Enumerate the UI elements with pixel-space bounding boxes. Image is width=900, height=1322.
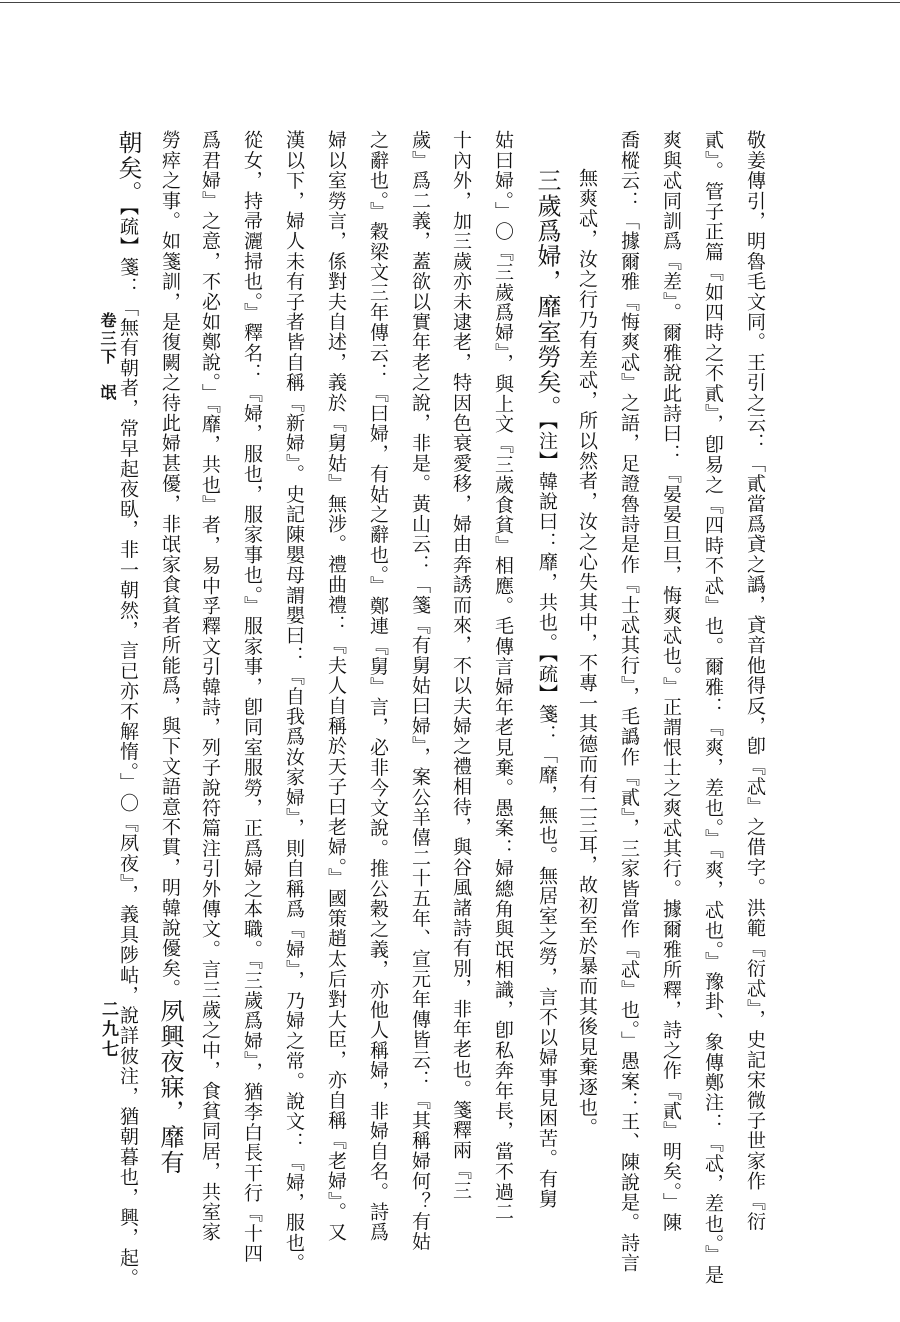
running-head <box>96 312 119 402</box>
page-number: 二九七 <box>98 1000 118 1060</box>
text-column: 歲』爲二義，蓋欲以實年老之說，非是。黃山云：「箋『有舅姑曰婦』，案公羊僖二十五年、宣元年傳皆云：『其稱婦何？有姑 <box>409 130 431 1252</box>
verse-line: 朝矣。 <box>114 130 142 206</box>
text-column: 之辭也。』穀梁文三年傳云：『曰婦，有姑之辭也。』鄭連『舅』言，必非今文說。推公穀之義，亦他人稱婦，非婦自名。詩爲 <box>367 130 389 1243</box>
commentary-text: 【注】韓說曰：靡，共也。【疏】箋：「靡，無也。無居室之勞，言不以婦事見困苦。有舅 <box>536 420 558 1209</box>
text-column: 敬姜傳引，明魯毛文同。王引之云：「貳當爲貣之譌，貣音他得反，卽『忒』之借字。洪範『衍忒』，史記宋微子世家作『衍 <box>744 130 766 1232</box>
commentary-text: 勞瘁之事。如箋訓，是復闕之待此婦甚優，非氓家食貧者所能爲，與下文語意不貫，明韓說優矣。 <box>159 130 181 999</box>
poem-title: 氓 <box>98 384 117 402</box>
text-column: 爲君婦』之意，不必如鄭說。」『靡，共也』者，易中孚釋文引韓詩，列子說符篇注引外傳文。言三歲之中，食貧同居，共室家 <box>199 130 221 1243</box>
chapter-label: 卷三下 <box>98 312 117 366</box>
text-column: 十內外，加三歲亦未逮老，特因色衰愛移，婦由奔誘而來，不以夫婦之禮相待，與谷風諸詩有別，非年老也。箋釋兩『三 <box>450 130 472 1201</box>
text-column <box>535 168 559 1228</box>
text-column: 漢以下，婦人未有子者皆自稱『新婦』。史記陳嬰母謂嬰曰：『自我爲汝家婦』，則自稱爲『婦』，乃婦之常。說文：『婦，服也。 <box>283 130 305 1274</box>
commentary-text: 【疏】箋：「無有朝者，常早起夜臥，非一朝然，言已亦不解惰。」〇『夙夜』，義具陟岵，說詳彼注，猶朝暮也，興，起。 <box>117 205 139 1289</box>
text-column: 喬樅云：「據爾雅『悔爽忒』之語，足證魯詩是作『士忒其行』，毛譌作『貳』，三家皆當作『忒』也。」愚案：王、陳說是。詩言 <box>618 130 640 1274</box>
text-column: 貳』。管子正篇『如四時之不貳』，卽易之『四時不忒』也。爾雅：『爽，差也。』『爽，忒也。』豫卦、象傳鄭注：『忒，差也。』是 <box>702 130 724 1285</box>
text-column: 婦以室勞言，係對夫自述，義於『舅姑』無涉。禮曲禮：『夫人自稱於天子曰老婦。』國策趙太后對大臣，亦自稱『老婦』。又 <box>325 130 347 1243</box>
text-column: 姑曰婦。」〇『三歲爲婦』，與上文『三歲食貧』相應。毛傳言婦年老見棄。愚案：婦總角與氓相識，卽私奔年長，當不過二 <box>492 130 514 1222</box>
text-column: 無爽忒，汝之行乃有差忒，所以然者，汝之心失其中，不專一其德而有二三耳，故初至於暴而其後見棄逐也。 <box>576 168 598 1138</box>
text-column: 從女，持帚灑掃也。』釋名：『婦，服也，服家事也。』服家事，卽同室服勞，正爲婦之本職。『三歲爲婦』，猶李白長干行『十四 <box>241 130 263 1264</box>
text-column <box>158 130 182 1190</box>
verse-line: 夙興夜寐，靡有 <box>156 998 184 1176</box>
verse-line: 三歲爲婦，靡室勞矣。 <box>533 168 561 420</box>
text-column: 爽與忒同訓爲『差』。爾雅說此詩曰：『晏晏旦旦，悔爽忒也。』正謂恨士之爽忒其行。據爾雅所釋，詩之作『貳』明矣。」陳 <box>660 130 682 1233</box>
